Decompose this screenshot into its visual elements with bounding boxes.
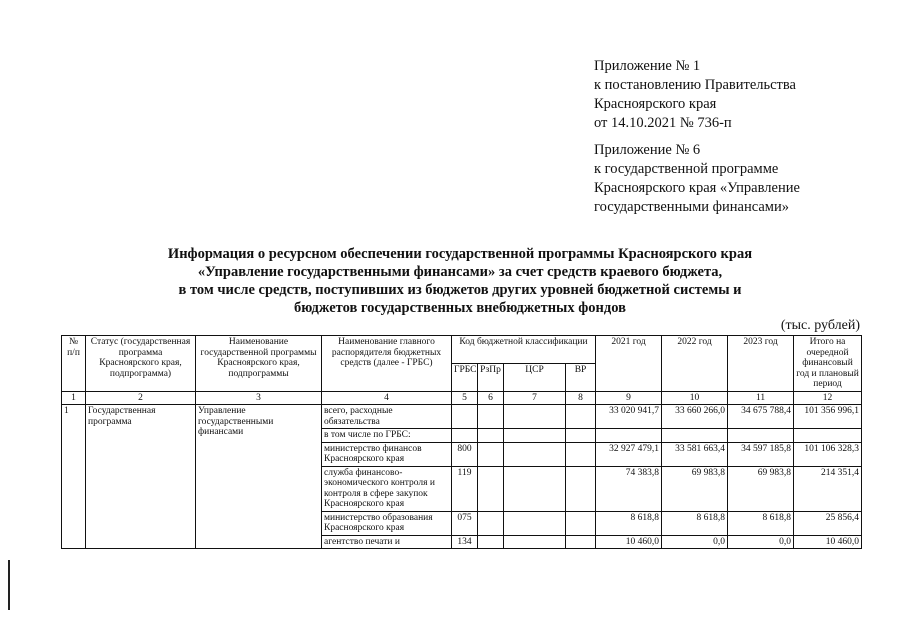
header-csr: ЦСР — [504, 363, 566, 391]
row-2023: 34 675 788,4 — [728, 405, 794, 429]
row-total: 101 106 328,3 — [794, 442, 862, 466]
row-2022: 69 983,8 — [662, 466, 728, 511]
appendix-1-line: Приложение № 1 — [594, 58, 701, 74]
row-grbs-name: агентство печати и — [322, 535, 452, 549]
row-total: 25 856,4 — [794, 511, 862, 535]
row-2022: 33 581 663,4 — [662, 442, 728, 466]
header-grbs-name: Наименование главного распорядителя бюджетных средств (далее - ГРБС) — [322, 336, 452, 392]
resource-table — [61, 335, 862, 549]
table-header-row — [62, 336, 862, 364]
row-grbs-name: всего, расходные обязательства — [322, 405, 452, 429]
header-status: Статус (государственная программа Красноярского края, подпрограмма) — [86, 336, 196, 392]
header-program-name: Наименование государственной программы Красноярского края, подпрограммы — [196, 336, 322, 392]
col-number: 2 — [86, 391, 196, 405]
row-rzpr — [478, 511, 504, 535]
appendix-1-block — [594, 57, 894, 133]
row-total — [794, 429, 862, 443]
row-2021: 74 383,8 — [596, 466, 662, 511]
title-line: бюджетов государственных внебюджетных фондов — [294, 300, 626, 316]
table-row — [62, 405, 862, 429]
row-rzpr — [478, 535, 504, 549]
row-2021: 8 618,8 — [596, 511, 662, 535]
header-budget-code: Код бюджетной классификации — [452, 336, 596, 364]
row-total: 101 356 996,1 — [794, 405, 862, 429]
row-grbs-name: в том числе по ГРБС: — [322, 429, 452, 443]
document-title — [60, 245, 860, 317]
appendix-6-line: Приложение № 6 — [594, 142, 701, 158]
header-num: № п/п — [62, 336, 86, 392]
col-number: 9 — [596, 391, 662, 405]
row-csr — [504, 405, 566, 429]
row-2023 — [728, 429, 794, 443]
appendix-1-line: Красноярского края — [594, 96, 717, 112]
row-2022: 8 618,8 — [662, 511, 728, 535]
row-grbs-code: 075 — [452, 511, 478, 535]
header-2021: 2021 год — [596, 336, 662, 392]
row-vr — [566, 442, 596, 466]
row-program-name: Управление государственными финансами — [196, 405, 322, 549]
row-2022: 0,0 — [662, 535, 728, 549]
row-csr — [504, 442, 566, 466]
scan-margin-mark — [8, 560, 10, 610]
title-line: «Управление государственными финансами» за счет средств краевого бюджета, — [197, 264, 723, 280]
header-grbs-code: ГРБС — [452, 363, 478, 391]
row-2022 — [662, 429, 728, 443]
row-vr — [566, 511, 596, 535]
title-line: в том числе средств, поступивших из бюджетов других уровней бюджетной системы и — [178, 282, 742, 298]
header-total: Итого на очередной финансовый год и плановый период — [794, 336, 862, 392]
row-csr — [504, 511, 566, 535]
row-2021 — [596, 429, 662, 443]
row-total: 214 351,4 — [794, 466, 862, 511]
row-vr — [566, 429, 596, 443]
row-grbs-name: служба финансово-экономического контроля и контроля в сфере закупок Красноярского края — [322, 466, 452, 511]
row-2021: 33 020 941,7 — [596, 405, 662, 429]
row-rzpr — [478, 442, 504, 466]
header-2023: 2023 год — [728, 336, 794, 392]
appendix-6-line: государственными финансами» — [594, 199, 789, 215]
row-2021: 32 927 479,1 — [596, 442, 662, 466]
header-vr: ВР — [566, 363, 596, 391]
col-number: 3 — [196, 391, 322, 405]
row-grbs-code — [452, 405, 478, 429]
row-csr — [504, 535, 566, 549]
row-grbs-name: министерство образования Красноярского края — [322, 511, 452, 535]
title-line: Информация о ресурсном обеспечении государственной программы Красноярского края — [167, 246, 753, 262]
appendix-6-line: к государственной программе — [594, 161, 779, 177]
row-rzpr — [478, 429, 504, 443]
row-2023: 69 983,8 — [728, 466, 794, 511]
row-grbs-code — [452, 429, 478, 443]
col-number: 6 — [478, 391, 504, 405]
appendix-6-line: Красноярского края «Управление — [594, 180, 800, 196]
row-grbs-code: 119 — [452, 466, 478, 511]
row-csr — [504, 429, 566, 443]
row-grbs-code: 134 — [452, 535, 478, 549]
row-grbs-code: 800 — [452, 442, 478, 466]
row-2021: 10 460,0 — [596, 535, 662, 549]
row-number: 1 — [62, 405, 86, 549]
row-vr — [566, 405, 596, 429]
col-number: 5 — [452, 391, 478, 405]
row-grbs-name: министерство финансов Красноярского края — [322, 442, 452, 466]
row-2023: 34 597 185,8 — [728, 442, 794, 466]
row-rzpr — [478, 405, 504, 429]
row-2023: 0,0 — [728, 535, 794, 549]
row-2022: 33 660 266,0 — [662, 405, 728, 429]
col-number: 8 — [566, 391, 596, 405]
header-2022: 2022 год — [662, 336, 728, 392]
row-csr — [504, 466, 566, 511]
row-vr — [566, 535, 596, 549]
col-number: 1 — [62, 391, 86, 405]
col-number: 11 — [728, 391, 794, 405]
col-number: 10 — [662, 391, 728, 405]
header-rzpr: РзПр — [478, 363, 504, 391]
column-number-row — [62, 391, 862, 405]
col-number: 12 — [794, 391, 862, 405]
col-number: 4 — [322, 391, 452, 405]
row-2023: 8 618,8 — [728, 511, 794, 535]
appendix-6-block — [594, 141, 894, 217]
units-label: (тыс. рублей) — [780, 318, 860, 333]
row-total: 10 460,0 — [794, 535, 862, 549]
appendix-1-line: от 14.10.2021 № 736-п — [594, 115, 732, 131]
row-vr — [566, 466, 596, 511]
row-rzpr — [478, 466, 504, 511]
row-status: Государственная программа — [86, 405, 196, 549]
col-number: 7 — [504, 391, 566, 405]
appendix-1-line: к постановлению Правительства — [594, 77, 796, 93]
